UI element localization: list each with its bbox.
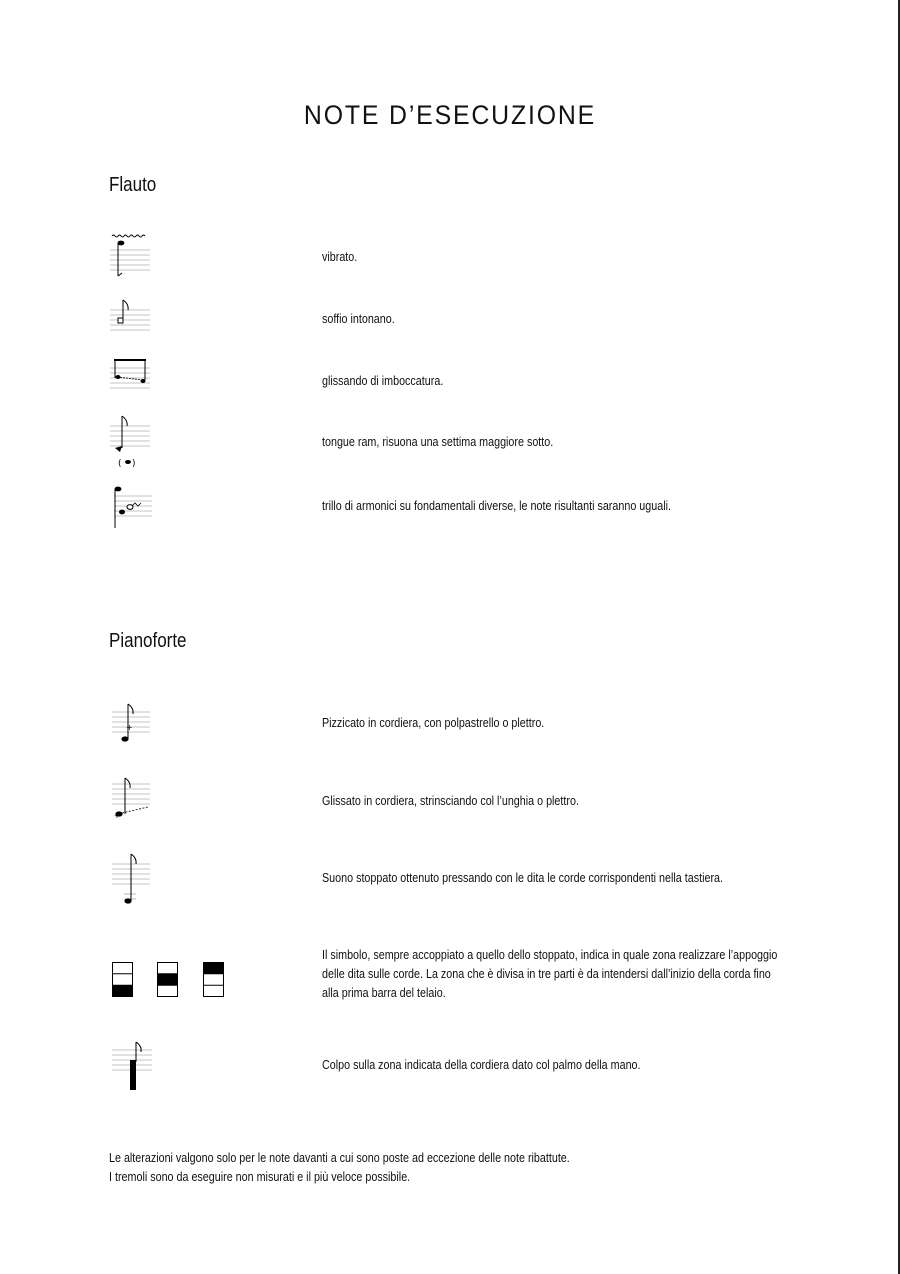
harmonic-trill-notation-icon (110, 484, 154, 530)
piano-desc-glissato: Glissato in cordiera, strinsciando col l’unghia o plettro. (322, 794, 579, 808)
footer-notes (109, 1149, 570, 1187)
piano-desc-zone-line-2: delle dita sulle corde. La zona che è divisa in tre parti è da intendersi dall’inizio della corda fino (322, 967, 771, 981)
flauto-desc-soffio: soffio intonano. (322, 312, 395, 326)
stopped-string-notation-icon (110, 852, 154, 908)
piano-desc-zone (322, 946, 777, 1003)
svg-text:): ) (132, 459, 136, 469)
piano-desc-zone-line-1: Il simbolo, sempre accoppiato a quello dello stoppato, indica in quale zona realizzare l’appoggio (322, 948, 778, 962)
page-title: NOTE D’ESECUZIONE (303, 100, 597, 130)
piano-desc-zone-line-3: alla prima barra del telaio. (322, 986, 446, 1000)
tongue-ram-notation-icon (110, 414, 152, 470)
svg-text:+: + (126, 723, 133, 732)
breath-tone-notation-icon (110, 298, 152, 338)
string-zone-boxes-icon (110, 960, 226, 1000)
string-pizzicato-notation-icon (110, 700, 154, 746)
footer-line-2: I tremoli sono da eseguire non misurati e il più veloce possibile. (109, 1170, 411, 1184)
vibrato-notation-icon (110, 232, 152, 278)
palm-strike-notation-icon (110, 1040, 156, 1092)
section-heading-pianoforte: Pianoforte (109, 630, 187, 652)
svg-text:(: ( (118, 459, 122, 469)
piano-desc-stoppato: Suono stoppato ottenuto pressando con le dita le corde corrispondenti nella tastiera. (322, 871, 724, 885)
section-heading-flauto: Flauto (109, 174, 157, 196)
flauto-desc-trillo: trillo di armonici su fondamentali diverse, le note risultanti saranno uguali. (322, 499, 671, 513)
string-glissando-notation-icon (110, 776, 156, 820)
piano-desc-pizzicato: Pizzicato in cordiera, con polpastrello o plettro. (322, 716, 545, 730)
footer-line-1: Le alterazioni valgono solo per le note davanti a cui sono poste ad eccezione delle note ribattute. (109, 1151, 570, 1165)
flauto-desc-tongue-ram: tongue ram, risuona una settima maggiore sotto. (322, 435, 554, 449)
flauto-desc-vibrato: vibrato. (322, 250, 358, 264)
svg-text:+: + (114, 812, 120, 820)
flauto-desc-glissando: glissando di imboccatura. (322, 374, 444, 388)
piano-desc-palmo: Colpo sulla zona indicata della cordiera dato col palmo della mano. (322, 1058, 641, 1072)
embouchure-glissando-notation-icon (110, 358, 152, 392)
